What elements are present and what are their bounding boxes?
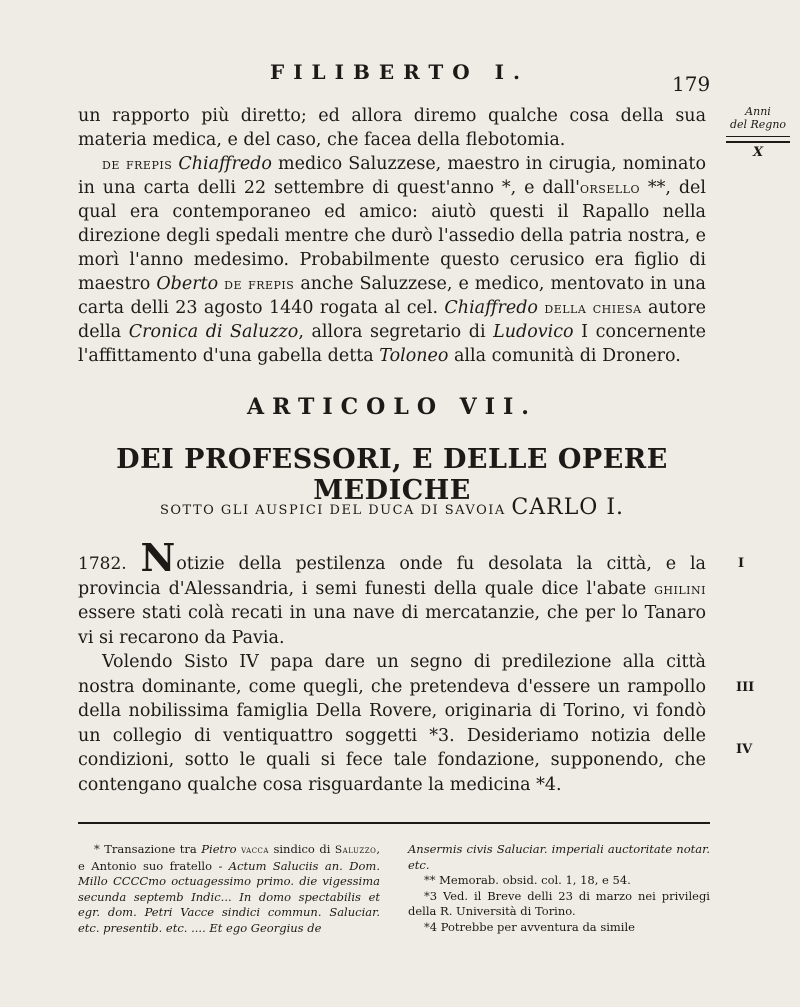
work-title: Toloneo (379, 346, 449, 366)
margin-heading-rule (726, 136, 790, 143)
footnote-1-continuation: Ansermis civis Saluciar. imperiali auctoritate notar. etc. (408, 842, 710, 872)
person-name: Oberto (156, 274, 219, 294)
person-name: orsello (579, 178, 640, 197)
text-run: sindico di (268, 842, 335, 856)
margin-number: I (738, 556, 745, 571)
paragraph-sisto: Volendo Sisto IV papa dare un segno di predilezione alla città nostra dominante, come quegli, che pretendeva d'essere un rampollo della nobilissima famiglia Della Rovere, originaria di Torino, vi fondò un collegio di ventiquattro soggetti *3. Desideriamo notizia delle condizioni, sotto le quali si fece tale fondazione, supponendo, che contengano qualche cosa risguardante la medicina *4. (78, 652, 706, 795)
latin-text: Actum Saluciis an. Dom. Millo CCCCmo octuagessimo primo. die vigessima secunda septemb Indic... In domo spectabilis et egr. dom. Petri Vacce sindici commun. Saluciar. etc. presentib. etc. .... Et ego Georgius de (78, 858, 380, 935)
footnote-column-right (408, 842, 710, 936)
article-title: ARTICOLO VII. (247, 394, 537, 420)
person-name: Ludovico (493, 322, 574, 342)
footnote-4: *4 Potrebbe per avventura da simile (424, 919, 635, 934)
margin-heading-line1: Anni (745, 105, 771, 118)
person-name: ghilini (654, 578, 706, 598)
paragraph-continuation: un rapporto più diretto; ed allora diremo qualche cosa della sua materia medica, e del caso, che facea della flebotomia. (78, 106, 706, 150)
duke-name: CARLO I. (511, 495, 625, 520)
text-run: **, del qual era contemporaneo ed amico: aiutò questi il Rapallo nella direzione degli spedali mentre che durò l'assedio della patria nostra, e morì l'anno medesimo. Probabilmente questo cerusico era figlio di maestro (78, 178, 706, 294)
place-name: Saluzzo (334, 844, 377, 856)
top-text-block (78, 104, 706, 368)
subheading (78, 495, 706, 520)
footnote-2: ** Memorab. obsid. col. 1, 18, e 54. (424, 873, 631, 887)
person-name: de frepis (224, 274, 295, 293)
footnote-3: *3 Ved. il Breve delli 23 di marzo nei privilegi della R. Università di Torino. (408, 888, 710, 918)
person-name: vacca (241, 844, 269, 856)
margin-heading-line2: del Regno (729, 118, 787, 131)
drop-cap: N (140, 535, 176, 580)
text-run: I concernente l'affittamento d'una gabella detta (78, 322, 707, 366)
margin-number: IV (736, 742, 753, 757)
text-run: alla comunità di Dronero. (448, 346, 681, 366)
text-run: anche Saluzzese, e medico, mentovato in una carta delli 23 agosto 1440 rogata al cel. (78, 274, 706, 318)
margin-heading (722, 105, 794, 159)
page-number: 179 (672, 72, 711, 96)
text-run: , allora segretario di (298, 322, 494, 342)
person-name: Pietro (201, 842, 237, 856)
footnote-rule (78, 822, 710, 824)
paragraph-pestilence (78, 535, 706, 650)
work-title: Cronica di Saluzzo (128, 322, 299, 342)
margin-number: III (736, 680, 755, 695)
person-name: della chiesa (544, 298, 642, 317)
year-marker: 1782. (78, 554, 127, 574)
text-run: otizie della pestilenza onde fu desolata la città, e la provincia d'Alessandria, i semi funesti della quale dice l'abate (78, 554, 706, 599)
text-run: autore della (78, 298, 706, 342)
regnal-year-number: X (752, 145, 764, 160)
footnote-column-left (78, 842, 380, 936)
footnotes (78, 842, 710, 936)
subheading-lead: SOTTO GLI AUSPICI DEL DUCA DI SAVOIA (159, 503, 506, 518)
paragraph-de-frepis (78, 152, 706, 368)
text-run: essere stati colà recati in una nave di mercatanzie, che per lo Tanaro vi si recarono da Pavia. (78, 603, 706, 648)
running-title: FILIBERTO I. (270, 60, 529, 84)
person-name: Chiaffredo (178, 154, 272, 174)
text-run: * Transazione tra (94, 842, 202, 856)
person-name: Chiaffredo (444, 298, 538, 318)
person-name: de frepis (102, 154, 173, 173)
text-run: , e Antonio suo fratello - (78, 842, 380, 873)
section-heading: DEI PROFESSORI, E DELLE OPERE MEDICHE (116, 444, 668, 506)
footnote-1 (78, 842, 380, 936)
text-run: medico Saluzzese, maestro in cirugia, nominato in una carta delli 22 settembre di quest'anno *, e dall' (78, 154, 706, 198)
main-text-block (78, 535, 706, 797)
